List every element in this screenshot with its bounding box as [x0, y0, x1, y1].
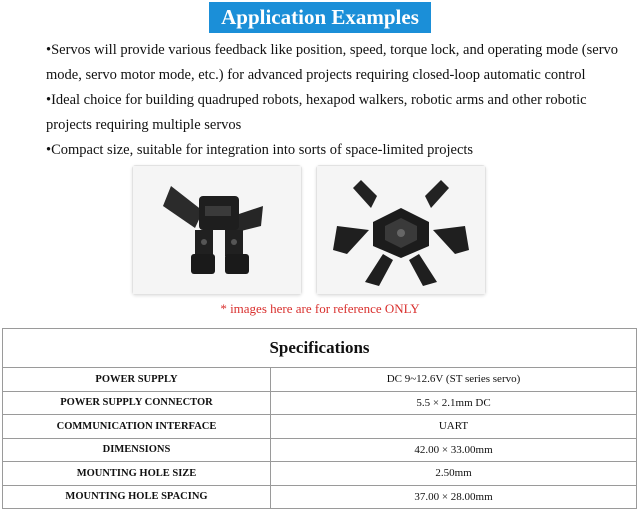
- reference-note: * images here are for reference ONLY: [220, 301, 420, 316]
- spec-key: DIMENSIONS: [3, 438, 271, 462]
- spec-value: UART: [271, 415, 637, 439]
- feature-list: [46, 38, 626, 163]
- example-images: [0, 165, 640, 295]
- spec-value: 5.5 × 2.1mm DC: [271, 391, 637, 415]
- spec-table-header: [3, 329, 637, 368]
- table-row: [3, 368, 637, 392]
- spec-key: POWER SUPPLY: [3, 368, 271, 392]
- table-row: [3, 462, 637, 486]
- biped-robot-image: [132, 165, 302, 295]
- spec-key: MOUNTING HOLE SIZE: [3, 462, 271, 486]
- table-row: [3, 415, 637, 439]
- title-banner: [0, 2, 640, 33]
- spec-value: 37.00 × 28.00mm: [271, 485, 637, 509]
- table-row: [3, 485, 637, 509]
- spec-key: COMMUNICATION INTERFACE: [3, 415, 271, 439]
- spec-heading: Specifications: [3, 329, 637, 368]
- biped-robot-icon: [133, 166, 301, 294]
- feature-item: •Ideal choice for building quadruped robots, hexapod walkers, robotic arms and other robotic projects requiring multiple servos: [46, 92, 587, 133]
- table-row: [3, 438, 637, 462]
- feature-item: •Compact size, suitable for integration into sorts of space-limited projects: [46, 142, 474, 158]
- spec-table: [2, 328, 637, 509]
- feature-item: •Servos will provide various feedback like position, speed, torque lock, and operating mode (servo mode, servo motor mode, etc.) for advanced projects requiring closed-loop automatic control: [46, 42, 619, 83]
- hexapod-robot-image: [316, 165, 486, 295]
- page-title: Application Examples: [209, 2, 431, 33]
- spec-value: 2.50mm: [271, 462, 637, 486]
- spec-value: DC 9~12.6V (ST series servo): [271, 368, 637, 392]
- spec-key: POWER SUPPLY CONNECTOR: [3, 391, 271, 415]
- spec-key: MOUNTING HOLE SPACING: [3, 485, 271, 509]
- table-row: [3, 391, 637, 415]
- hexapod-robot-icon: [317, 166, 485, 294]
- spec-value: 42.00 × 33.00mm: [271, 438, 637, 462]
